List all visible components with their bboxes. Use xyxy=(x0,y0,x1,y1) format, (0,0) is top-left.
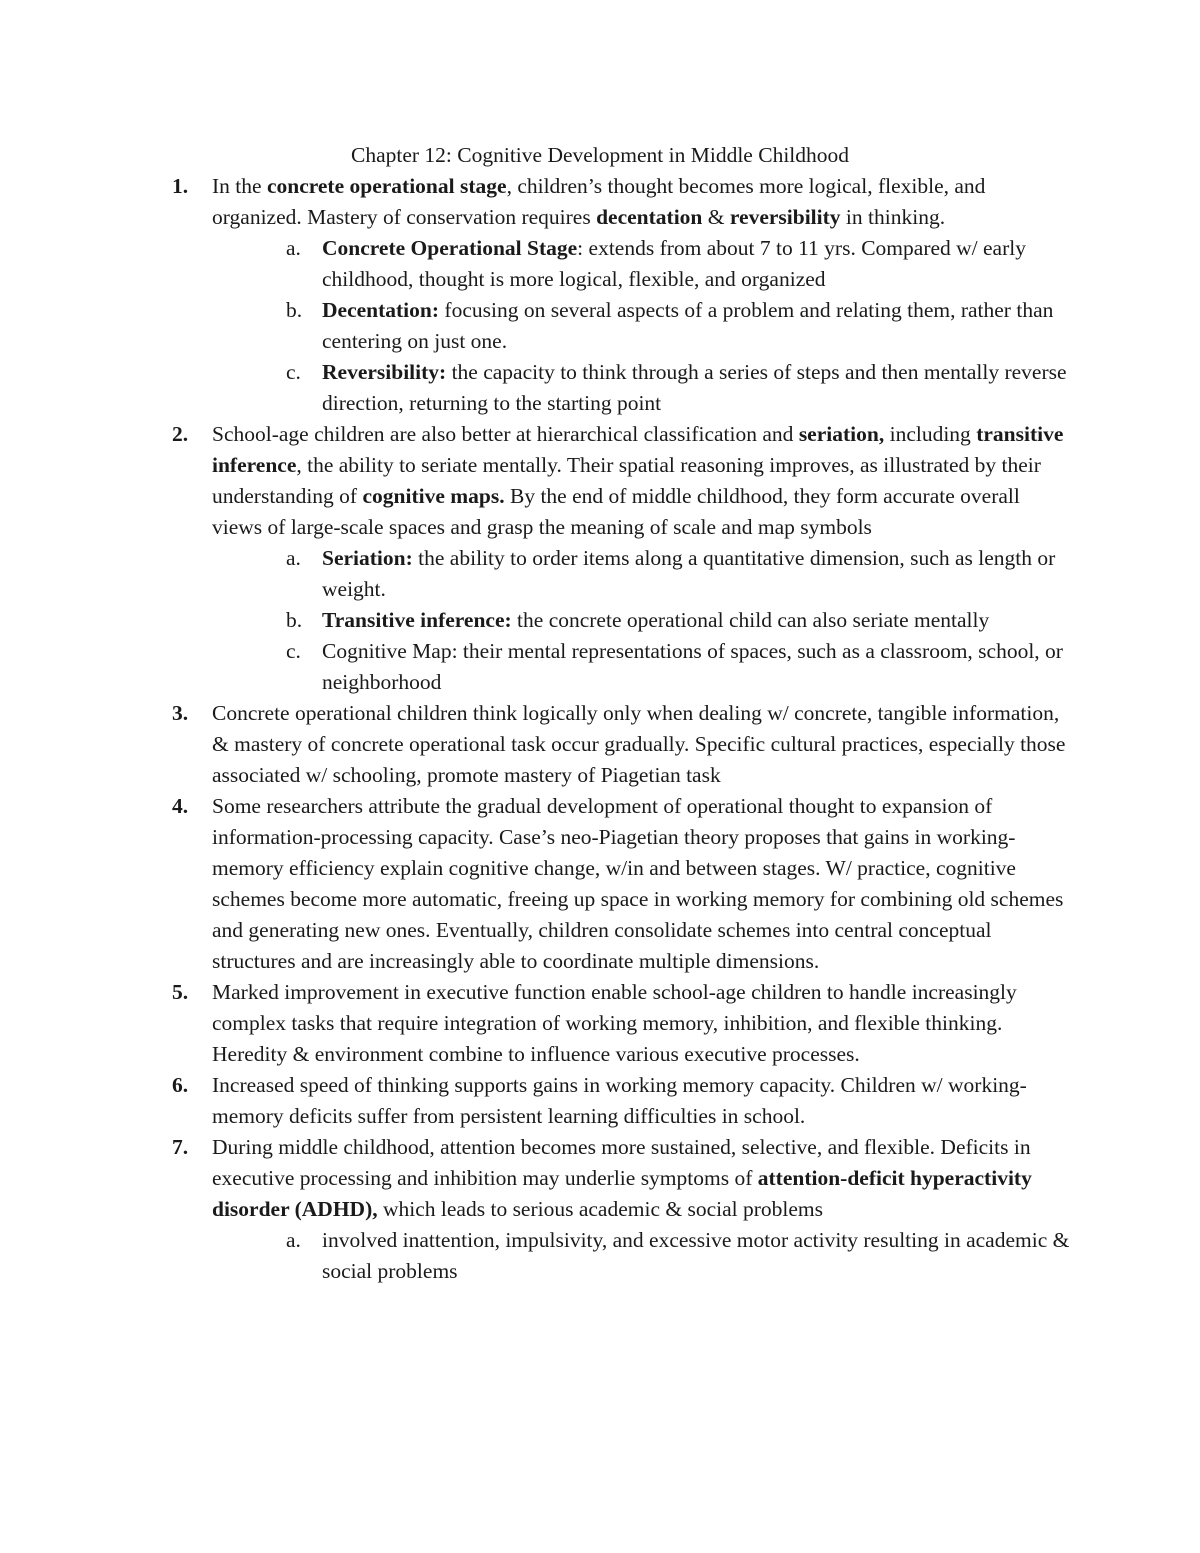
sub-item-text xyxy=(322,605,1072,636)
text-run: Marked improvement in executive function enable school-age children to handle increasingly complex tasks that require integration of working memory, inhibition, and flexible thinking. Heredity & environment combine to influence various executive processes. xyxy=(212,980,1017,1066)
sub-item-letter: b. xyxy=(286,608,303,632)
text-run: In the xyxy=(212,174,267,198)
text-run: & xyxy=(702,205,730,229)
sub-list-item xyxy=(212,1225,1072,1287)
sub-item-text xyxy=(322,1225,1072,1287)
text-run: including xyxy=(884,422,977,446)
bold-term: seriation, xyxy=(798,422,885,446)
sub-item-letter: b. xyxy=(286,298,303,322)
sub-item-text xyxy=(322,543,1072,605)
sub-list-item xyxy=(212,543,1072,605)
text-run: the concrete operational child can also seriate mentally xyxy=(511,608,990,632)
sub-item-letter: a. xyxy=(286,1228,301,1252)
bold-term: transitive inference xyxy=(212,422,1064,477)
sub-item-letter: c. xyxy=(286,360,301,384)
list-item xyxy=(172,977,1072,1070)
item-number: 1. xyxy=(172,174,189,198)
item-number: 6. xyxy=(172,1073,189,1097)
text-run: Concrete operational children think logically only when dealing w/ concrete, tangible information, & mastery of concrete operational task occur gradually. Specific cultural practices, especially those associated w/ schooling, promote mastery of Piagetian task xyxy=(212,701,1066,787)
bold-term: decentation xyxy=(596,205,703,229)
text-run: which leads to serious academic & social problems xyxy=(377,1197,824,1221)
item-text xyxy=(212,791,1072,977)
sub-list-item xyxy=(212,357,1072,419)
sub-list xyxy=(212,543,1072,698)
item-number: 4. xyxy=(172,794,189,818)
text-run: Some researchers attribute the gradual development of operational thought to expansion of information-processing capacity. Case’s neo-Piagetian theory proposes that gains in working-memory efficiency explain cognitive change, w/in and between stages. W/ practice, cognitive schemes become more automatic, freeing up space in working memory for combining old schemes and generating new ones. Eventually, children consolidate schemes into central conceptual structures and are increasingly able to coordinate multiple dimensions. xyxy=(212,794,1064,973)
bold-term: reversibility xyxy=(729,205,841,229)
bold-term: attention-deficit hyperactivity disorder (ADHD), xyxy=(212,1166,1032,1221)
sub-item-letter: a. xyxy=(286,546,301,570)
text-run: in thinking. xyxy=(840,205,946,229)
text-run: involved inattention, impulsivity, and excessive motor activity resulting in academic & social problems xyxy=(322,1228,1070,1283)
text-run: , children’s thought becomes more logical, flexible, and organized. Mastery of conservation requires xyxy=(212,174,986,229)
text-run: : extends from about 7 to 11 yrs. Compared w/ early childhood, thought is more logical, flexible, and organized xyxy=(322,236,1026,291)
sub-item-text xyxy=(322,295,1072,357)
text-run: the capacity to think through a series of steps and then mentally reverse direction, returning to the starting point xyxy=(322,360,1067,415)
bold-term: Seriation: xyxy=(322,546,413,570)
document-title: Chapter 12: Cognitive Development in Middle Childhood xyxy=(350,143,850,167)
list-item xyxy=(172,698,1072,791)
text-run: School-age children are also better at hierarchical classification and xyxy=(212,422,799,446)
item-text xyxy=(212,419,1072,543)
bold-term: Decentation: xyxy=(322,298,440,322)
sub-item-letter: a. xyxy=(286,236,301,260)
bold-term: Reversibility: xyxy=(322,360,447,384)
item-text xyxy=(212,171,1072,233)
item-number: 5. xyxy=(172,980,189,1004)
text-run: focusing on several aspects of a problem and relating them, rather than centering on just one. xyxy=(322,298,1054,353)
bold-term: cognitive maps. xyxy=(362,484,505,508)
sub-list-item xyxy=(212,295,1072,357)
sub-list xyxy=(212,1225,1072,1287)
text-run: Increased speed of thinking supports gains in working memory capacity. Children w/ working-memory deficits suffer from persistent learning difficulties in school. xyxy=(212,1073,1027,1128)
list-item xyxy=(172,1070,1072,1132)
bold-term: Concrete Operational Stage xyxy=(322,236,578,260)
text-run: By the end of middle childhood, they form accurate overall views of large-scale spaces and grasp the meaning of scale and map symbols xyxy=(212,484,1020,539)
sub-item-text xyxy=(322,233,1072,295)
item-text xyxy=(212,1132,1072,1225)
list-item xyxy=(172,791,1072,977)
list-item xyxy=(172,419,1072,698)
text-run: the ability to order items along a quantitative dimension, such as length or weight. xyxy=(322,546,1056,601)
text-run: During middle childhood, attention becomes more sustained, selective, and flexible. Deficits in executive processing and inhibition may underlie symptoms of xyxy=(212,1135,1031,1190)
sub-list-item xyxy=(212,636,1072,698)
sub-item-text xyxy=(322,357,1072,419)
item-text xyxy=(212,977,1072,1070)
item-text xyxy=(212,1070,1072,1132)
sub-item-text xyxy=(322,636,1072,698)
list-item xyxy=(172,171,1072,419)
sub-list xyxy=(212,233,1072,419)
item-number: 7. xyxy=(172,1135,189,1159)
bold-term: Transitive inference: xyxy=(322,608,512,632)
text-run: , the ability to seriate mentally. Their spatial reasoning improves, as illustrated by their understanding of xyxy=(212,453,1041,508)
text-run: Cognitive Map: their mental representations of spaces, such as a classroom, school, or neighborhood xyxy=(322,639,1063,694)
sub-item-letter: c. xyxy=(286,639,301,663)
item-number: 3. xyxy=(172,701,189,725)
sub-list-item xyxy=(212,233,1072,295)
item-text xyxy=(212,698,1072,791)
item-number: 2. xyxy=(172,422,189,446)
sub-list-item xyxy=(212,605,1072,636)
numbered-outline xyxy=(172,171,1072,1287)
bold-term: concrete operational stage xyxy=(266,174,507,198)
list-item xyxy=(172,1132,1072,1287)
